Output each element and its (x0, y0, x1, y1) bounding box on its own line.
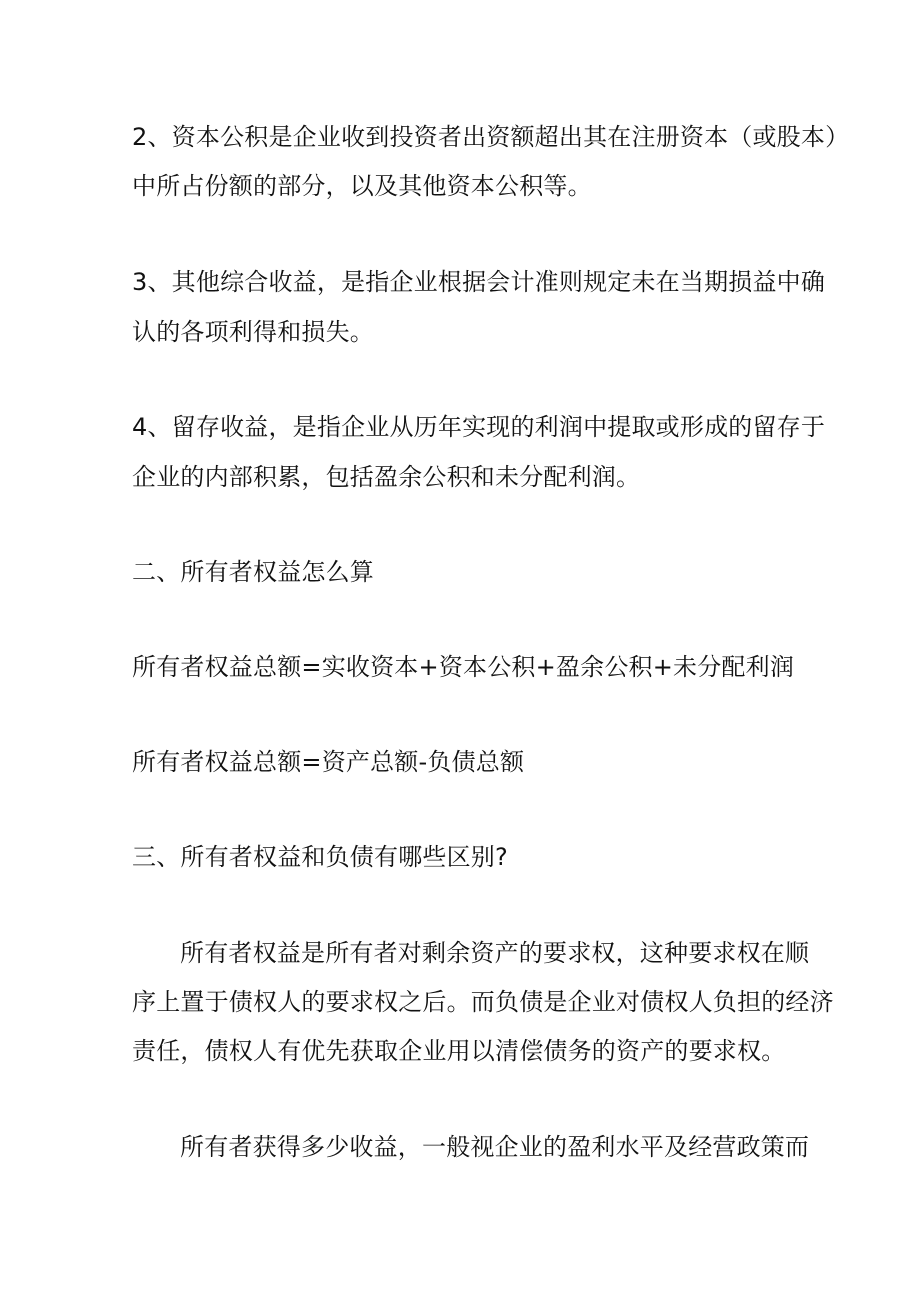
formula-line-1: 所有者权益总额=实收资本+资本公积+盈余公积+未分配利润 (132, 653, 795, 681)
item-4-line-2: 企业的内部积累，包括盈余公积和未分配利润。 (132, 463, 641, 491)
paragraph-1-line-3: 责任，债权人有优先获取企业用以清偿债务的资产的要求权。 (132, 1037, 786, 1065)
formula-line-2: 所有者权益总额=资产总额-负债总额 (132, 748, 525, 776)
item-2-line-1: 2、资本公积是企业收到投资者出资额超出其在注册资本（或股本） (132, 123, 850, 151)
paragraph-1-line-1: 所有者权益是所有者对剩余资产的要求权，这种要求权在顺 (180, 939, 810, 967)
item-3-line-2: 认的各项利得和损失。 (132, 318, 374, 346)
section-heading-3: 三、所有者权益和负债有哪些区别? (132, 843, 508, 871)
paragraph-1-line-2: 序上置于债权人的要求权之后。而负债是企业对债权人负担的经济 (132, 988, 834, 1016)
section-heading-2: 二、所有者权益怎么算 (132, 558, 374, 586)
item-4-line-1: 4、留存收益，是指企业从历年实现的利润中提取或形成的留存于 (132, 413, 826, 441)
item-3-line-1: 3、其他综合收益，是指企业根据会计准则规定未在当期损益中确 (132, 268, 826, 296)
item-2-line-2: 中所占份额的部分，以及其他资本公积等。 (132, 172, 592, 200)
paragraph-2-line-1: 所有者获得多少收益，一般视企业的盈利水平及经营政策而 (180, 1133, 810, 1161)
